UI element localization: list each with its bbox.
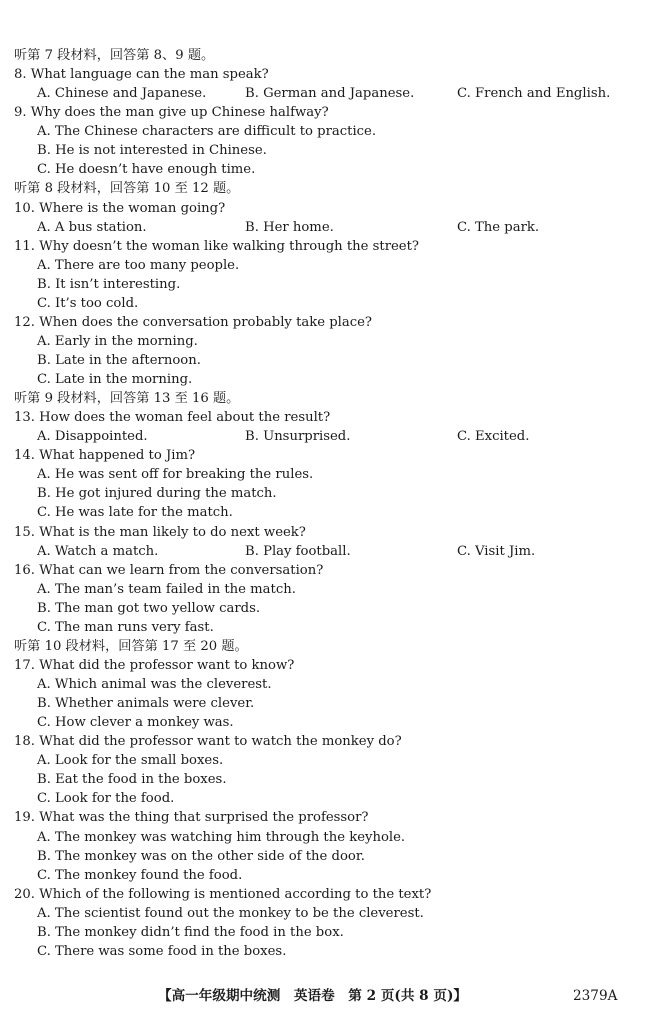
option-line <box>0 275 648 294</box>
option-text: C. Look for the food. <box>37 791 175 807</box>
option-text: B. He got injured during the match. <box>37 486 277 502</box>
option-text: A. Which animal was the cleverest. <box>37 677 272 692</box>
option-c: C. Visit Jim. <box>457 543 536 559</box>
question-text: 11. Why doesn’t the woman like walking through the street? <box>14 238 419 254</box>
option-line <box>0 751 648 770</box>
option-line <box>0 694 648 713</box>
option-text: B. Eat the food in the boxes. <box>37 772 227 788</box>
option-line <box>0 256 648 275</box>
option-line <box>0 465 648 484</box>
option-text: A. There are too many people. <box>37 257 240 273</box>
option-text: A. Early in the morning. <box>37 333 198 349</box>
section-heading-line <box>0 46 648 65</box>
option-text: B. It isn’t interesting. <box>37 276 181 292</box>
question-text: 12. When does the conversation probably take place? <box>14 314 373 330</box>
option-text: C. There was some food in the boxes. <box>37 943 287 959</box>
option-line <box>0 828 648 847</box>
option-line <box>0 503 648 522</box>
question-text: 20. Which of the following is mentioned according to the text? <box>14 886 432 902</box>
question-text: 9. Why does the man give up Chinese halfway? <box>14 105 329 121</box>
question-text-line <box>0 237 648 256</box>
option-text: C. It’s too cold. <box>37 295 139 311</box>
option-text: C. The man runs very fast. <box>37 619 214 635</box>
option-line <box>0 618 648 637</box>
option-text: C. He doesn’t have enough time. <box>37 162 256 178</box>
option-line <box>0 866 648 885</box>
option-line <box>0 160 648 179</box>
option-text: C. Late in the morning. <box>37 372 193 387</box>
option-text: A. The scientist found out the monkey to be the cleverest. <box>37 905 424 921</box>
question-text: 8. What language can the man speak? <box>14 67 269 83</box>
option-a: A. Chinese and Japanese. <box>37 86 207 102</box>
option-line <box>0 351 648 370</box>
option-row <box>0 427 648 446</box>
option-text: C. He was late for the match. <box>37 505 233 521</box>
section-heading-line <box>0 179 648 198</box>
section-heading: 听第 9 段材料，回答第 13 至 16 题。 <box>14 391 240 407</box>
option-text: A. Look for the small boxes. <box>37 753 224 769</box>
question-text: 13. How does the woman feel about the result? <box>14 410 331 426</box>
option-text: A. The monkey was watching him through the keyhole. <box>37 829 406 845</box>
question-text: 18. What did the professor want to watch the monkey do? <box>14 734 402 750</box>
question-text: 16. What can we learn from the conversation? <box>14 562 324 578</box>
question-text-line <box>0 808 648 827</box>
option-row <box>0 84 648 103</box>
option-c: C. Excited. <box>457 429 530 445</box>
option-text: A. The Chinese characters are difficult to practice. <box>37 124 377 140</box>
option-b: B. German and Japanese. <box>245 86 415 102</box>
option-line <box>0 904 648 923</box>
option-text: B. The monkey didn’t find the food in the box. <box>37 924 344 940</box>
question-text-line <box>0 313 648 332</box>
question-text-line <box>0 65 648 84</box>
option-c: C. The park. <box>457 219 540 235</box>
option-text: C. How clever a monkey was. <box>37 715 234 731</box>
option-a: A. A bus station. <box>37 219 147 235</box>
option-row <box>0 218 648 237</box>
question-text-line <box>0 561 648 580</box>
option-b: B. Her home. <box>245 219 334 235</box>
option-line <box>0 789 648 808</box>
footer-title: 【高一年级期中统测 英语卷 第 2 页(共 8 页)】 <box>158 988 467 1004</box>
option-text: B. Late in the afternoon. <box>37 353 201 368</box>
option-text: B. The man got two yellow cards. <box>37 600 261 616</box>
question-text-line <box>0 885 648 904</box>
option-text: A. He was sent off for breaking the rules. <box>37 467 314 483</box>
option-b: B. Play football. <box>245 543 351 559</box>
option-text: C. The monkey found the food. <box>37 867 243 883</box>
option-line <box>0 675 648 694</box>
question-text-line <box>0 408 648 427</box>
question-text: 15. What is the man likely to do next week? <box>14 524 306 540</box>
option-a: A. Disappointed. <box>37 429 148 445</box>
question-text-line <box>0 446 648 465</box>
section-heading-line <box>0 389 648 408</box>
question-text: 17. What did the professor want to know? <box>14 657 295 673</box>
question-text-line <box>0 656 648 675</box>
option-line <box>0 599 648 618</box>
option-line <box>0 923 648 942</box>
option-c: C. French and English. <box>457 86 611 102</box>
option-line <box>0 484 648 503</box>
option-line <box>0 713 648 732</box>
option-row <box>0 542 648 561</box>
footer-code: 2379A <box>573 988 618 1004</box>
question-text-line <box>0 199 648 218</box>
option-line <box>0 370 648 389</box>
question-text: 10. Where is the woman going? <box>14 200 226 216</box>
option-text: B. The monkey was on the other side of the door. <box>37 848 365 864</box>
option-line <box>0 294 648 313</box>
option-a: A. Watch a match. <box>37 543 159 559</box>
section-heading: 听第 10 段材料，回答第 17 至 20 题。 <box>14 638 248 654</box>
question-text-line <box>0 732 648 751</box>
option-text: A. The man’s team failed in the match. <box>37 581 296 597</box>
option-line <box>0 770 648 789</box>
question-text: 14. What happened to Jim? <box>14 448 196 464</box>
section-heading: 听第 7 段材料，回答第 8、9 题。 <box>14 48 215 63</box>
question-text: 19. What was the thing that surprised the professor? <box>14 810 369 826</box>
option-line <box>0 580 648 599</box>
option-line <box>0 122 648 141</box>
page-footer <box>0 985 648 1007</box>
question-text-line <box>0 103 648 122</box>
section-heading-line <box>0 637 648 656</box>
option-line <box>0 847 648 866</box>
section-heading: 听第 8 段材料，回答第 10 至 12 题。 <box>14 181 240 197</box>
option-b: B. Unsurprised. <box>245 429 351 445</box>
option-text: B. Whether animals were clever. <box>37 696 255 711</box>
option-text: B. He is not interested in Chinese. <box>37 143 267 159</box>
question-text-line <box>0 523 648 542</box>
option-line <box>0 942 648 961</box>
option-line <box>0 141 648 160</box>
option-line <box>0 332 648 351</box>
